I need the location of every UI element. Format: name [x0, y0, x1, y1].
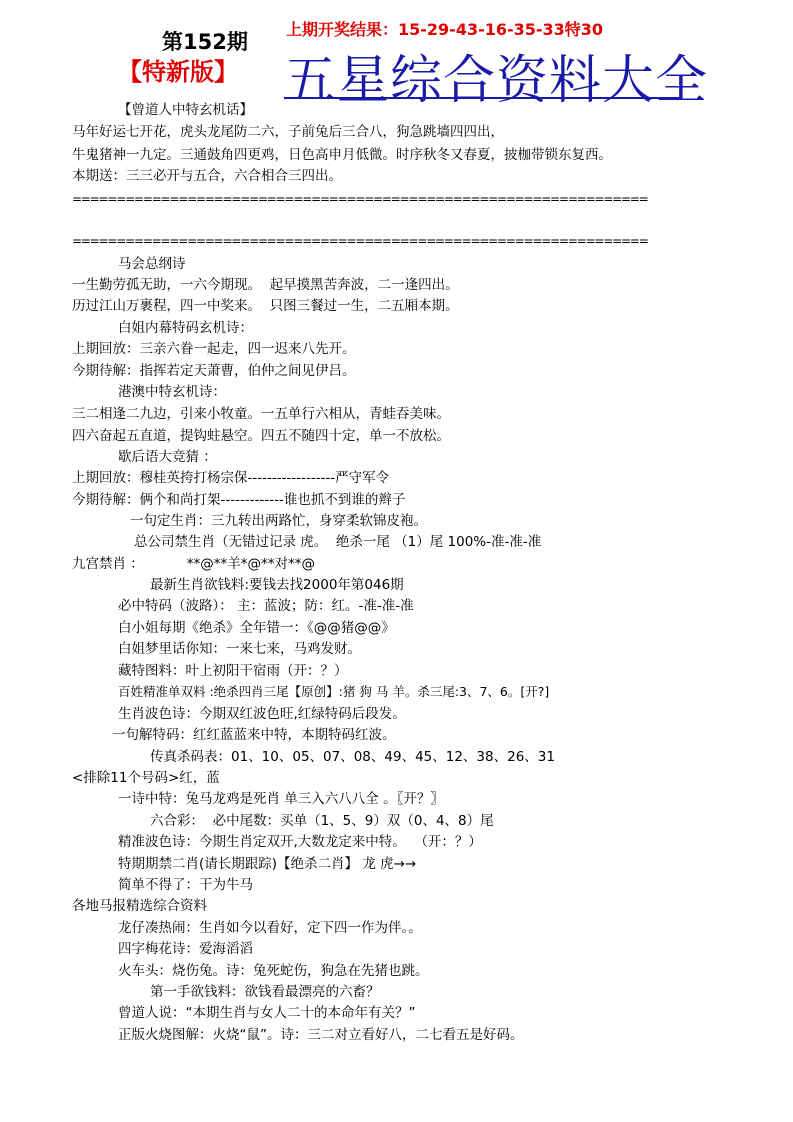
- text-line: 马年好运七开花，虎头龙尾防二六，子前兔后三合八，狗急跳墙四四出，: [72, 124, 504, 140]
- text-line: <排除11个号码>红，蓝: [72, 770, 220, 786]
- text-line: 火车头：烧伤兔。诗：兔死蛇伤，狗急在先猪也跳。: [118, 963, 429, 979]
- text-line: 港澳中特玄机诗：: [118, 384, 226, 400]
- text-line: 特期期禁二肖(请长期跟踪)【绝杀二肖】 龙 虎→→: [118, 856, 417, 872]
- text-line: 白小姐每期《绝杀》全年错一：《@@猪@@》: [118, 620, 395, 636]
- text-line: 本期送：三三必开与五合，六合相合三四出。: [72, 168, 342, 184]
- text-line: 一生勤劳孤无助，一六今期现。 起早摸黑苦奔波，二一逢四出。: [72, 277, 459, 293]
- separator-line: =================================================================: [72, 234, 648, 248]
- text-line: 一诗中特：兔马龙鸡是死肖 单三入六八八全 。〖开？〗: [118, 791, 444, 807]
- text-line: 总公司禁生肖（无错过记录 虎。 绝杀一尾 （1）尾 100%-准-准-准: [134, 534, 542, 550]
- last-result: 上期开奖结果：15-29-43-16-35-33特30: [286, 20, 604, 39]
- text-line: 龙仔凑热闹：生肖如今以看好，定下四一作为伴。。: [118, 920, 422, 936]
- text-line: 各地马报精选综合资料: [72, 898, 207, 914]
- text-line: 四字梅花诗：爱海滔滔: [118, 941, 253, 957]
- text-line: 曾道人说：“本期生肖与女人二十的本命年有关？”: [118, 1005, 416, 1021]
- text-line: 传真杀码表：01、10、05、07、08、49、45、12、38、26、31: [150, 749, 555, 765]
- text-line: 九宫禁肖 ： **@**羊*@**对**@: [72, 556, 315, 572]
- page-title: 五星综合资料大全: [284, 51, 709, 111]
- text-line: 上期回放：穆桂英挎打杨宗保------------------严守军令: [72, 470, 390, 486]
- issue-number: 第152期: [162, 30, 248, 54]
- text-line: 一句解特码：红红蓝蓝来中特，本期特码红波。: [112, 727, 396, 743]
- text-line: 今期待解：俩个和尚打架-------------谁也抓不到谁的辫子: [72, 492, 406, 508]
- text-line: 精准波色诗：今期生肖定双开,大数龙定来中特。 （开：？）: [118, 834, 482, 850]
- text-line: 六合彩： 必中尾数：买单（1、5、9）双（0、4、8）尾: [150, 813, 494, 829]
- text-line: 一句定生肖：三九转出两路忙，身穿柔软锦皮袍。: [130, 513, 427, 529]
- text-line: 上期回放：三亲六眷一起走，四一迟来八先开。: [72, 341, 356, 357]
- text-line: 今期待解：指挥若定天萧曹，伯仲之间见伊吕。: [72, 363, 356, 379]
- text-line: 藏特图料：叶上初阳干宿雨（开：？）: [118, 663, 348, 679]
- text-line: 三二相逢二九边，引来小牧童。一五单行六相从，青蛙吞美味。: [72, 406, 450, 422]
- text-line: 牛鬼猪神一九定。三通鼓角四更鸡，日色高申月低微。时序秋冬又春夏，披枷带锁东复西。: [72, 147, 612, 163]
- text-line: 白姐内幕特码玄机诗：: [118, 320, 253, 336]
- title-underline: [284, 97, 681, 99]
- text-line: 马会总纲诗: [118, 256, 186, 272]
- text-line: 最新生肖欲钱料:要钱去找2000年第046期: [150, 577, 404, 593]
- text-line: 正版火烧图解：火烧“鼠”。诗：三二对立看好八，二七看五是好码。: [118, 1027, 524, 1043]
- text-line: 历过江山万裹程，四一中奖来。 只图三餐过一生，二五厢本期。: [72, 298, 459, 314]
- text-line: 生肖波色诗：今期双红波色旺,红绿特码后段发。: [118, 706, 406, 722]
- text-line: 必中特码（波路）： 主：蓝波；防：红。-准-准-准: [118, 598, 414, 614]
- text-line: 歇后语大竞猜 ：: [118, 449, 217, 465]
- separator-line: =================================================================: [72, 192, 648, 206]
- text-line: 【曾道人中特玄机话】: [118, 102, 253, 118]
- edition-label: 【特新版】: [118, 58, 238, 86]
- text-line: 白姐梦里话你知：一来七来，马鸡发财。: [118, 641, 361, 657]
- text-line: 第一手欲钱料：欲钱看最漂亮的六畜？: [150, 984, 380, 1000]
- text-line: 百姓精准单双料 :绝杀四肖三尾【原创】:猪 狗 马 羊。杀三尾:3、7、6。[开?]: [118, 684, 550, 699]
- text-line: 四六奋起五直道，提钩蛀悬空。四五不随四十定，单一不放松。: [72, 428, 450, 444]
- text-line: 简单不得了：干为牛马: [118, 877, 253, 893]
